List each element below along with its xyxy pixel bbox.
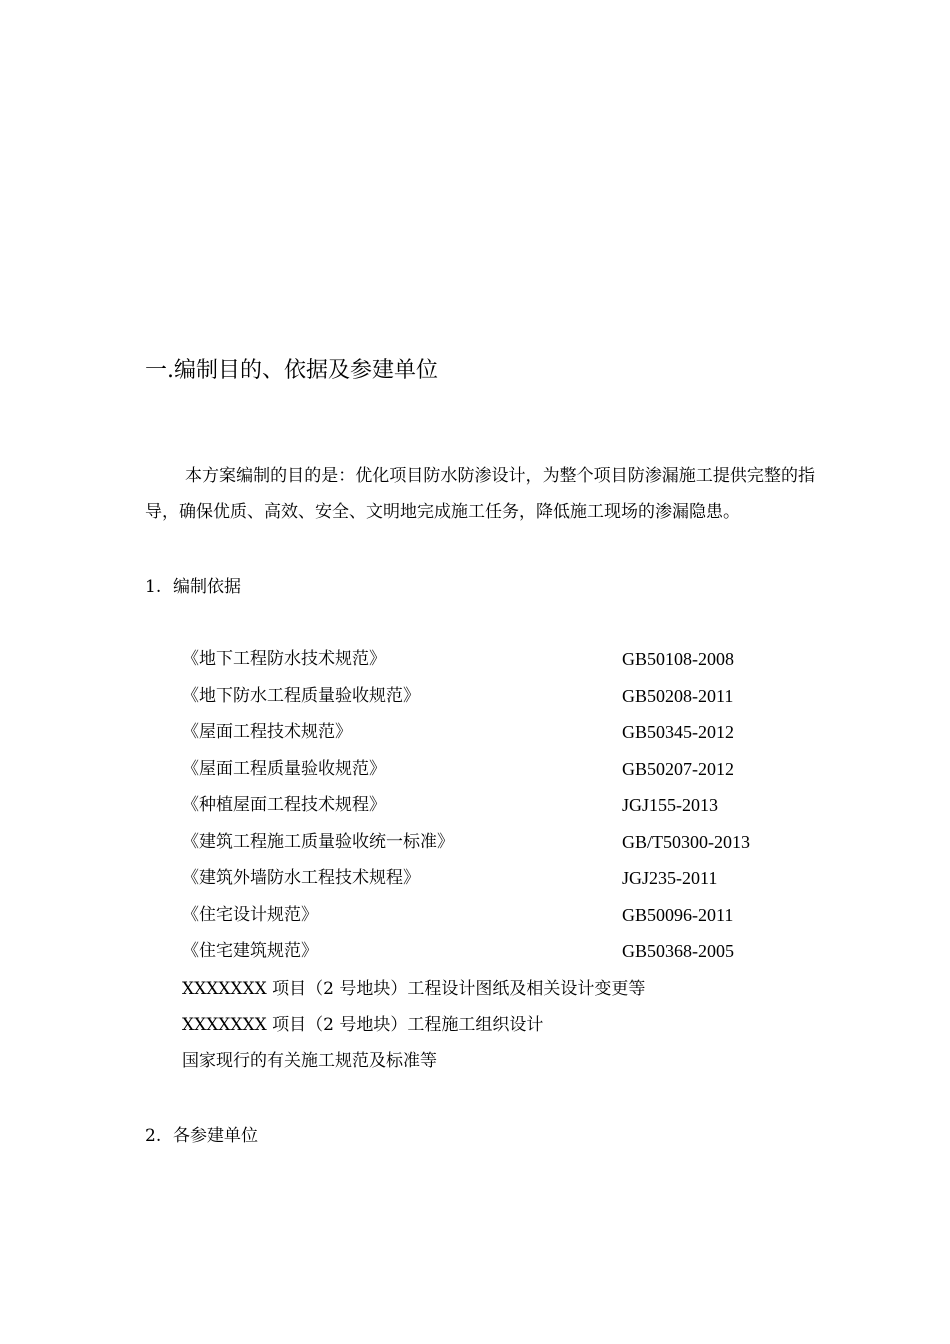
additional-basis-item: XXXXXXX 项目（2 号地块）工程施工组织设计: [182, 1015, 544, 1035]
reference-code: JGJ235-2011: [622, 868, 718, 888]
reference-item: [182, 866, 822, 903]
purpose-paragraph: 本方案编制的目的是：优化项目防水防渗设计，为整个项目防渗漏施工提供完整的指导，确保优质、高效、安全、文明地完成施工任务，降低施工现场的渗漏隐患。: [145, 466, 815, 522]
subsection-number: 1.: [145, 577, 162, 597]
additional-basis-list: [182, 977, 645, 1085]
reference-item: [182, 830, 822, 867]
additional-basis-item: XXXXXXX 项目（2 号地块）工程设计图纸及相关设计变更等: [182, 979, 646, 999]
reference-code: GB50208-2011: [622, 685, 734, 706]
reference-code: GB50207-2012: [622, 758, 734, 779]
reference-item: [182, 757, 822, 794]
reference-item: [182, 939, 822, 976]
reference-code: GB50096-2011: [622, 904, 734, 925]
reference-code: GB50368-2005: [622, 941, 734, 961]
reference-code: GB50345-2012: [622, 722, 734, 742]
reference-code: GB50108-2008: [622, 649, 734, 669]
reference-code: GB/T50300-2013: [622, 831, 750, 852]
subsection-title: 各参建单位: [173, 1126, 258, 1146]
subsection-units-heading: [145, 1124, 258, 1148]
reference-item: [182, 903, 822, 940]
reference-title: 《建筑外墙防水工程技术规程》: [182, 868, 420, 888]
subsection-number: 2.: [145, 1126, 162, 1146]
reference-title: 《屋面工程质量验收规范》: [182, 758, 386, 779]
reference-item: [182, 647, 822, 684]
reference-list: [182, 647, 822, 976]
reference-title: 《住宅设计规范》: [182, 904, 318, 925]
reference-title: 《地下工程防水技术规范》: [182, 649, 386, 669]
reference-title: 《建筑工程施工质量验收统一标准》: [182, 831, 454, 852]
reference-item: [182, 793, 822, 830]
reference-title: 《住宅建筑规范》: [182, 941, 318, 961]
reference-item: [182, 720, 822, 757]
subsection-title: 编制依据: [173, 577, 241, 597]
reference-title: 《屋面工程技术规范》: [182, 722, 352, 742]
reference-item: [182, 684, 822, 721]
reference-title: 《种植屋面工程技术规程》: [182, 795, 386, 815]
subsection-basis-heading: [145, 575, 241, 599]
section-heading: 一.编制目的、依据及参建单位: [145, 358, 438, 383]
reference-title: 《地下防水工程质量验收规范》: [182, 685, 420, 706]
additional-basis-item: 国家现行的有关施工规范及标准等: [182, 1051, 437, 1071]
reference-code: JGJ155-2013: [622, 795, 719, 815]
